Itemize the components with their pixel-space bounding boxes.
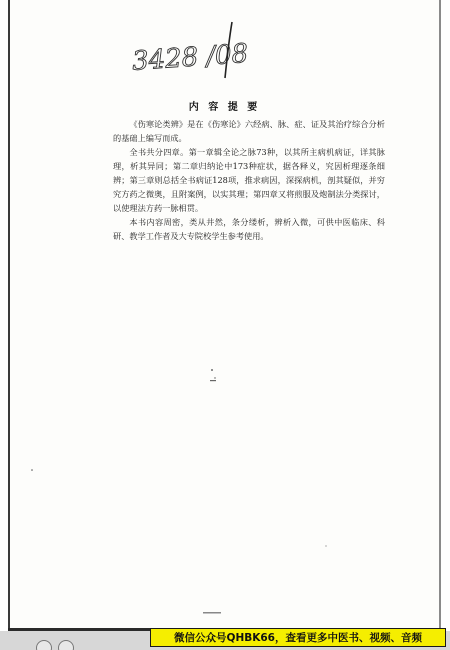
scan-specks: [10, 0, 439, 628]
nav-right-icon[interactable]: [58, 640, 74, 650]
page-left-edge: [8, 0, 10, 630]
nav-left-icon[interactable]: [36, 640, 52, 650]
document-title: 内 容 提 要: [188, 102, 261, 113]
paragraph-intro: 《伤寒论类辨》是在《伤寒论》六经病、脉、症、证及其治疗综合分析的基础上编写而成。: [113, 119, 385, 143]
page-right-edge: [439, 0, 441, 630]
handwriting-text: 3428 /08: [131, 38, 250, 77]
paragraph-audience: 本书内容周密，类从井然，条分缕析，辨析入微，可供中医临床、科研、教学工作者及大专院校学生参考使用。: [113, 217, 385, 241]
paragraph-chapters: 全书共分四章。第一章辑全论之脉73种，以其所主病机病证，详其脉理，析其异同；第二章归纳论中173种症状，据各释义，究因析理逐条细辨；第三章则总括全书病证128项，推求病因，深探病机，剖其疑似，并穷究方药之微奥，且附案例，以实其理；第四章又将煎服及炮制法分类探讨，以使理法方药一脉相贯。: [113, 147, 385, 213]
watermark-banner: 微信公众号QHBK66，查看更多中医书、视频、音频: [150, 628, 446, 647]
scanned-page: [10, 0, 439, 628]
